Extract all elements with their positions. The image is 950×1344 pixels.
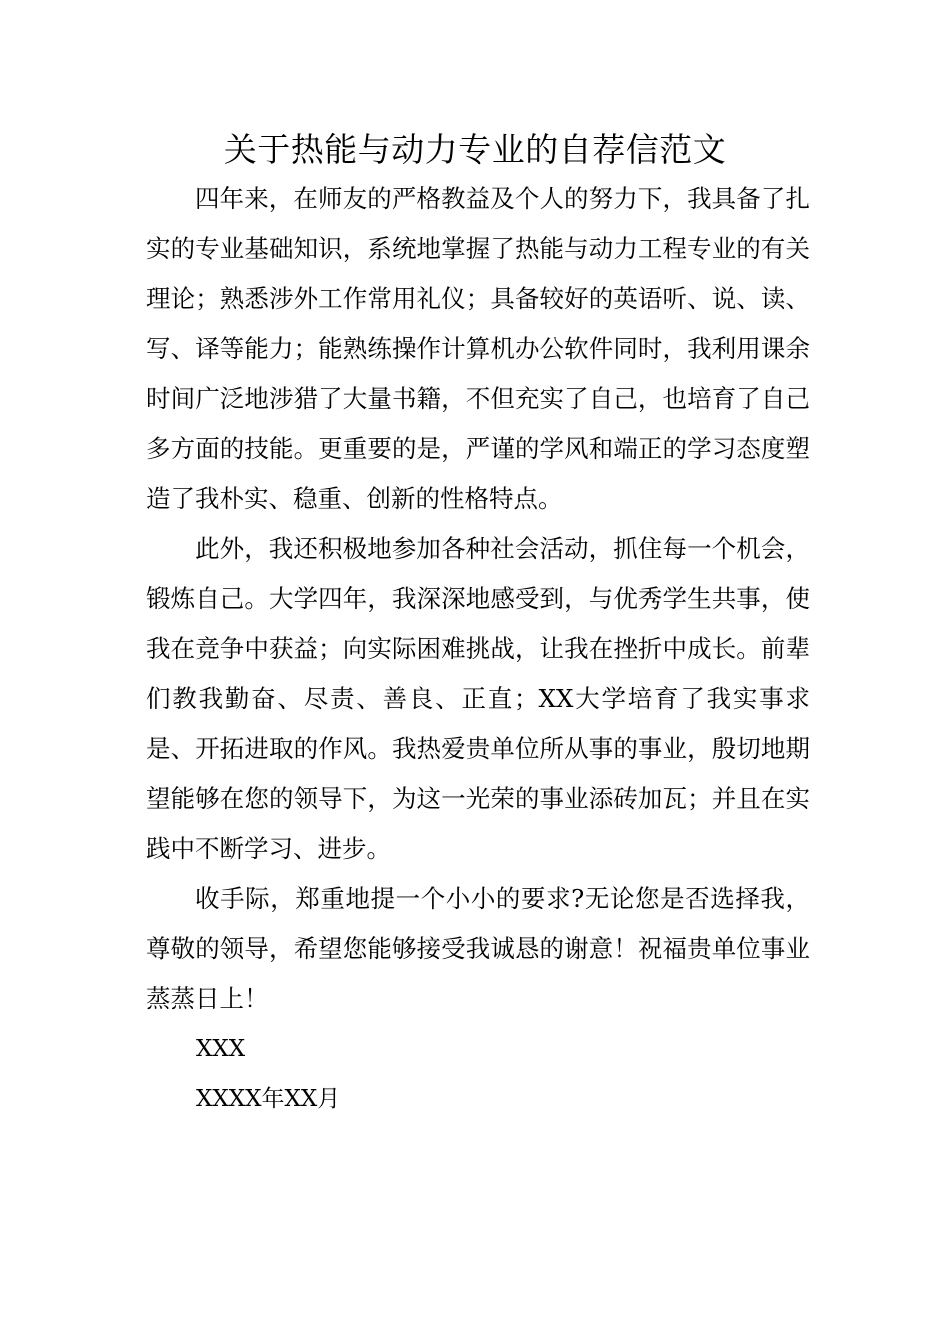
date: XXXX年XX月	[196, 1086, 341, 1112]
signature: XXX	[196, 1036, 246, 1062]
paragraph-2: 此外，我还积极地参加各种社会活动，抓住每一个机会，锻炼自己。大学四年，我深深地感受到，与优秀学生共事，使我在竞争中获益；向实际困难挑战，让我在挫折中成长。前辈们教我勤奋、尽责、善良、正直；XX大学培育了我实事求是、开拓进取的作风。我热爱贵单位所从事的事业，殷切地期望能够在您的领导下，为这一光荣的事业添砖加瓦；并且在实践中不断学习、进步。	[146, 534, 810, 863]
document-title: 关于热能与动力专业的自荐信范文	[223, 130, 727, 169]
document-body	[146, 174, 810, 1124]
paragraph-1: 四年来，在师友的严格教益及个人的努力下，我具备了扎实的专业基础知识，系统地掌握了热能与动力工程专业的有关理论；熟悉涉外工作常用礼仪；具备较好的英语听、说、读、写、译等能力；能熟练操作计算机办公软件同时，我利用课余时间广泛地涉猎了大量书籍，不但充实了自己，也培育了自己多方面的技能。更重要的是，严谨的学风和端正的学习态度塑造了我朴实、稳重、创新的性格特点。	[146, 184, 810, 513]
paragraph-3: 收手际，郑重地提一个小小的要求?无论您是否选择我，尊敬的领导，希望您能够接受我诚恳的谢意！祝福贵单位事业蒸蒸日上！	[146, 884, 810, 1013]
